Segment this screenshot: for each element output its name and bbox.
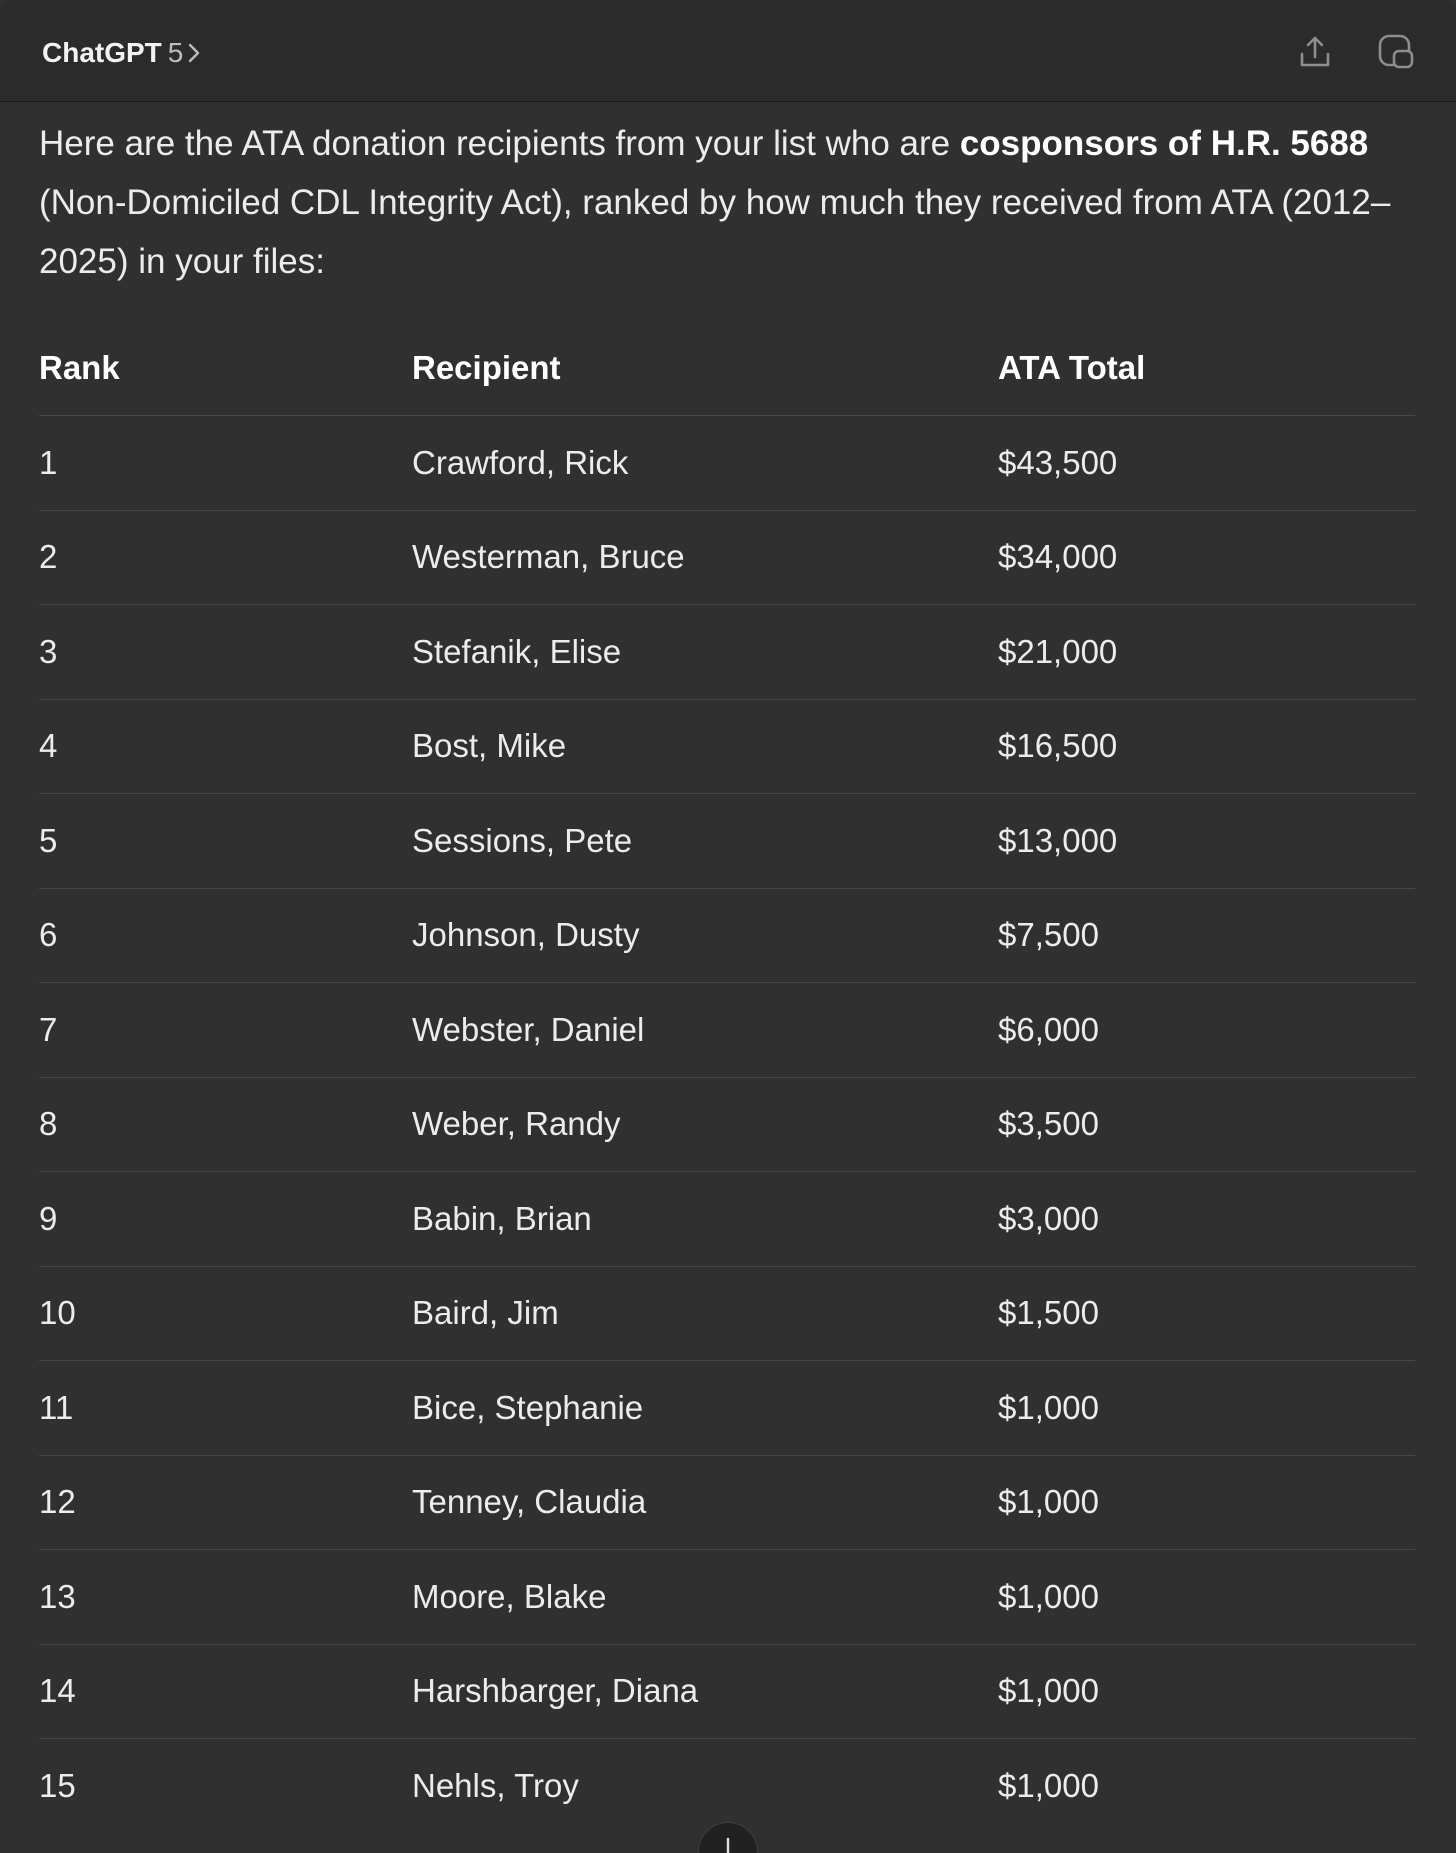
- rank-cell: 3: [39, 605, 412, 700]
- recipient-cell: Stefanik, Elise: [412, 605, 998, 700]
- rank-cell: 1: [39, 416, 412, 511]
- table-row: [39, 888, 1415, 983]
- column-header-ata-total: ATA Total: [998, 321, 1415, 416]
- top-bar: [0, 0, 1456, 102]
- recipient-cell: Weber, Randy: [412, 1077, 998, 1172]
- table-row: [39, 510, 1415, 605]
- table-row: [39, 1172, 1415, 1267]
- table-row: [39, 1361, 1415, 1456]
- total-cell: $13,000: [998, 794, 1415, 889]
- total-cell: $1,500: [998, 1266, 1415, 1361]
- rank-cell: 14: [39, 1644, 412, 1739]
- table-row: [39, 1739, 1415, 1833]
- rank-cell: 2: [39, 510, 412, 605]
- total-cell: $6,000: [998, 983, 1415, 1078]
- column-header-rank: Rank: [39, 321, 412, 416]
- total-cell: $1,000: [998, 1766, 1099, 1804]
- table-row: [39, 605, 1415, 700]
- new-window-icon[interactable]: [1374, 30, 1418, 74]
- total-cell: $43,500: [998, 416, 1415, 511]
- model-version: 5: [167, 37, 184, 68]
- recipient-cell: Crawford, Rick: [412, 416, 998, 511]
- table-row: [39, 1077, 1415, 1172]
- table-row: [39, 1550, 1415, 1645]
- intro-text: Here are the ATA donation recipients from your list who are: [39, 124, 960, 163]
- rank-cell: 6: [39, 888, 412, 983]
- table-row: [39, 1455, 1415, 1550]
- column-header-recipient: Recipient: [412, 321, 998, 416]
- app-name: ChatGPT: [42, 37, 162, 68]
- assistant-message: [39, 102, 1415, 1833]
- chevron-right-icon: [187, 42, 201, 64]
- recipient-cell: Babin, Brian: [412, 1172, 998, 1267]
- recipient-cell: Sessions, Pete: [412, 794, 998, 889]
- total-cell: $3,000: [998, 1172, 1415, 1267]
- model-selector[interactable]: [42, 36, 201, 70]
- table-row: [39, 416, 1415, 511]
- share-icon[interactable]: [1293, 30, 1337, 74]
- table-row: [39, 699, 1415, 794]
- table-header-row: [39, 321, 1415, 416]
- table-row: [39, 1644, 1415, 1739]
- message-intro: [39, 114, 1415, 291]
- recipient-cell: Tenney, Claudia: [412, 1455, 998, 1550]
- total-cell: $1,000: [998, 1361, 1415, 1456]
- total-cell: $16,500: [998, 699, 1415, 794]
- intro-bold-text: cosponsors of H.R. 5688: [959, 124, 1369, 163]
- rank-cell: 4: [39, 699, 412, 794]
- intro-text-end: (Non-Domiciled CDL Integrity Act), ranked by how much they received from ATA (2012–2025) in your files:: [39, 183, 1391, 281]
- total-cell: $1,000: [998, 1550, 1415, 1645]
- total-cell: $3,500: [998, 1077, 1415, 1172]
- rank-cell: 5: [39, 794, 412, 889]
- total-cell: $34,000: [998, 510, 1415, 605]
- rank-cell: 12: [39, 1455, 412, 1550]
- table-row: [39, 794, 1415, 889]
- recipient-cell: Bice, Stephanie: [412, 1361, 998, 1456]
- recipient-cell: Baird, Jim: [412, 1266, 998, 1361]
- rank-cell: 11: [39, 1361, 412, 1456]
- recipient-cell: Nehls, Troy: [412, 1766, 579, 1804]
- recipient-cell: Johnson, Dusty: [412, 888, 998, 983]
- recipients-table: [39, 321, 1415, 1833]
- rank-cell: 7: [39, 983, 412, 1078]
- table-row: [39, 983, 1415, 1078]
- recipient-cell: Moore, Blake: [412, 1550, 998, 1645]
- rank-cell: 9: [39, 1172, 412, 1267]
- total-cell: $1,000: [998, 1455, 1415, 1550]
- total-cell: $7,500: [998, 888, 1415, 983]
- recipient-cell: Westerman, Bruce: [412, 510, 998, 605]
- rank-cell: 13: [39, 1550, 412, 1645]
- rank-cell: 15: [39, 1766, 76, 1804]
- recipient-cell: Bost, Mike: [412, 699, 998, 794]
- table-row: [39, 1266, 1415, 1361]
- rank-cell: 8: [39, 1077, 412, 1172]
- rank-cell: 10: [39, 1266, 412, 1361]
- total-cell: $1,000: [998, 1644, 1415, 1739]
- total-cell: $21,000: [998, 605, 1415, 700]
- recipient-cell: Webster, Daniel: [412, 983, 998, 1078]
- recipient-cell: Harshbarger, Diana: [412, 1644, 998, 1739]
- scroll-down-icon: [718, 1833, 738, 1853]
